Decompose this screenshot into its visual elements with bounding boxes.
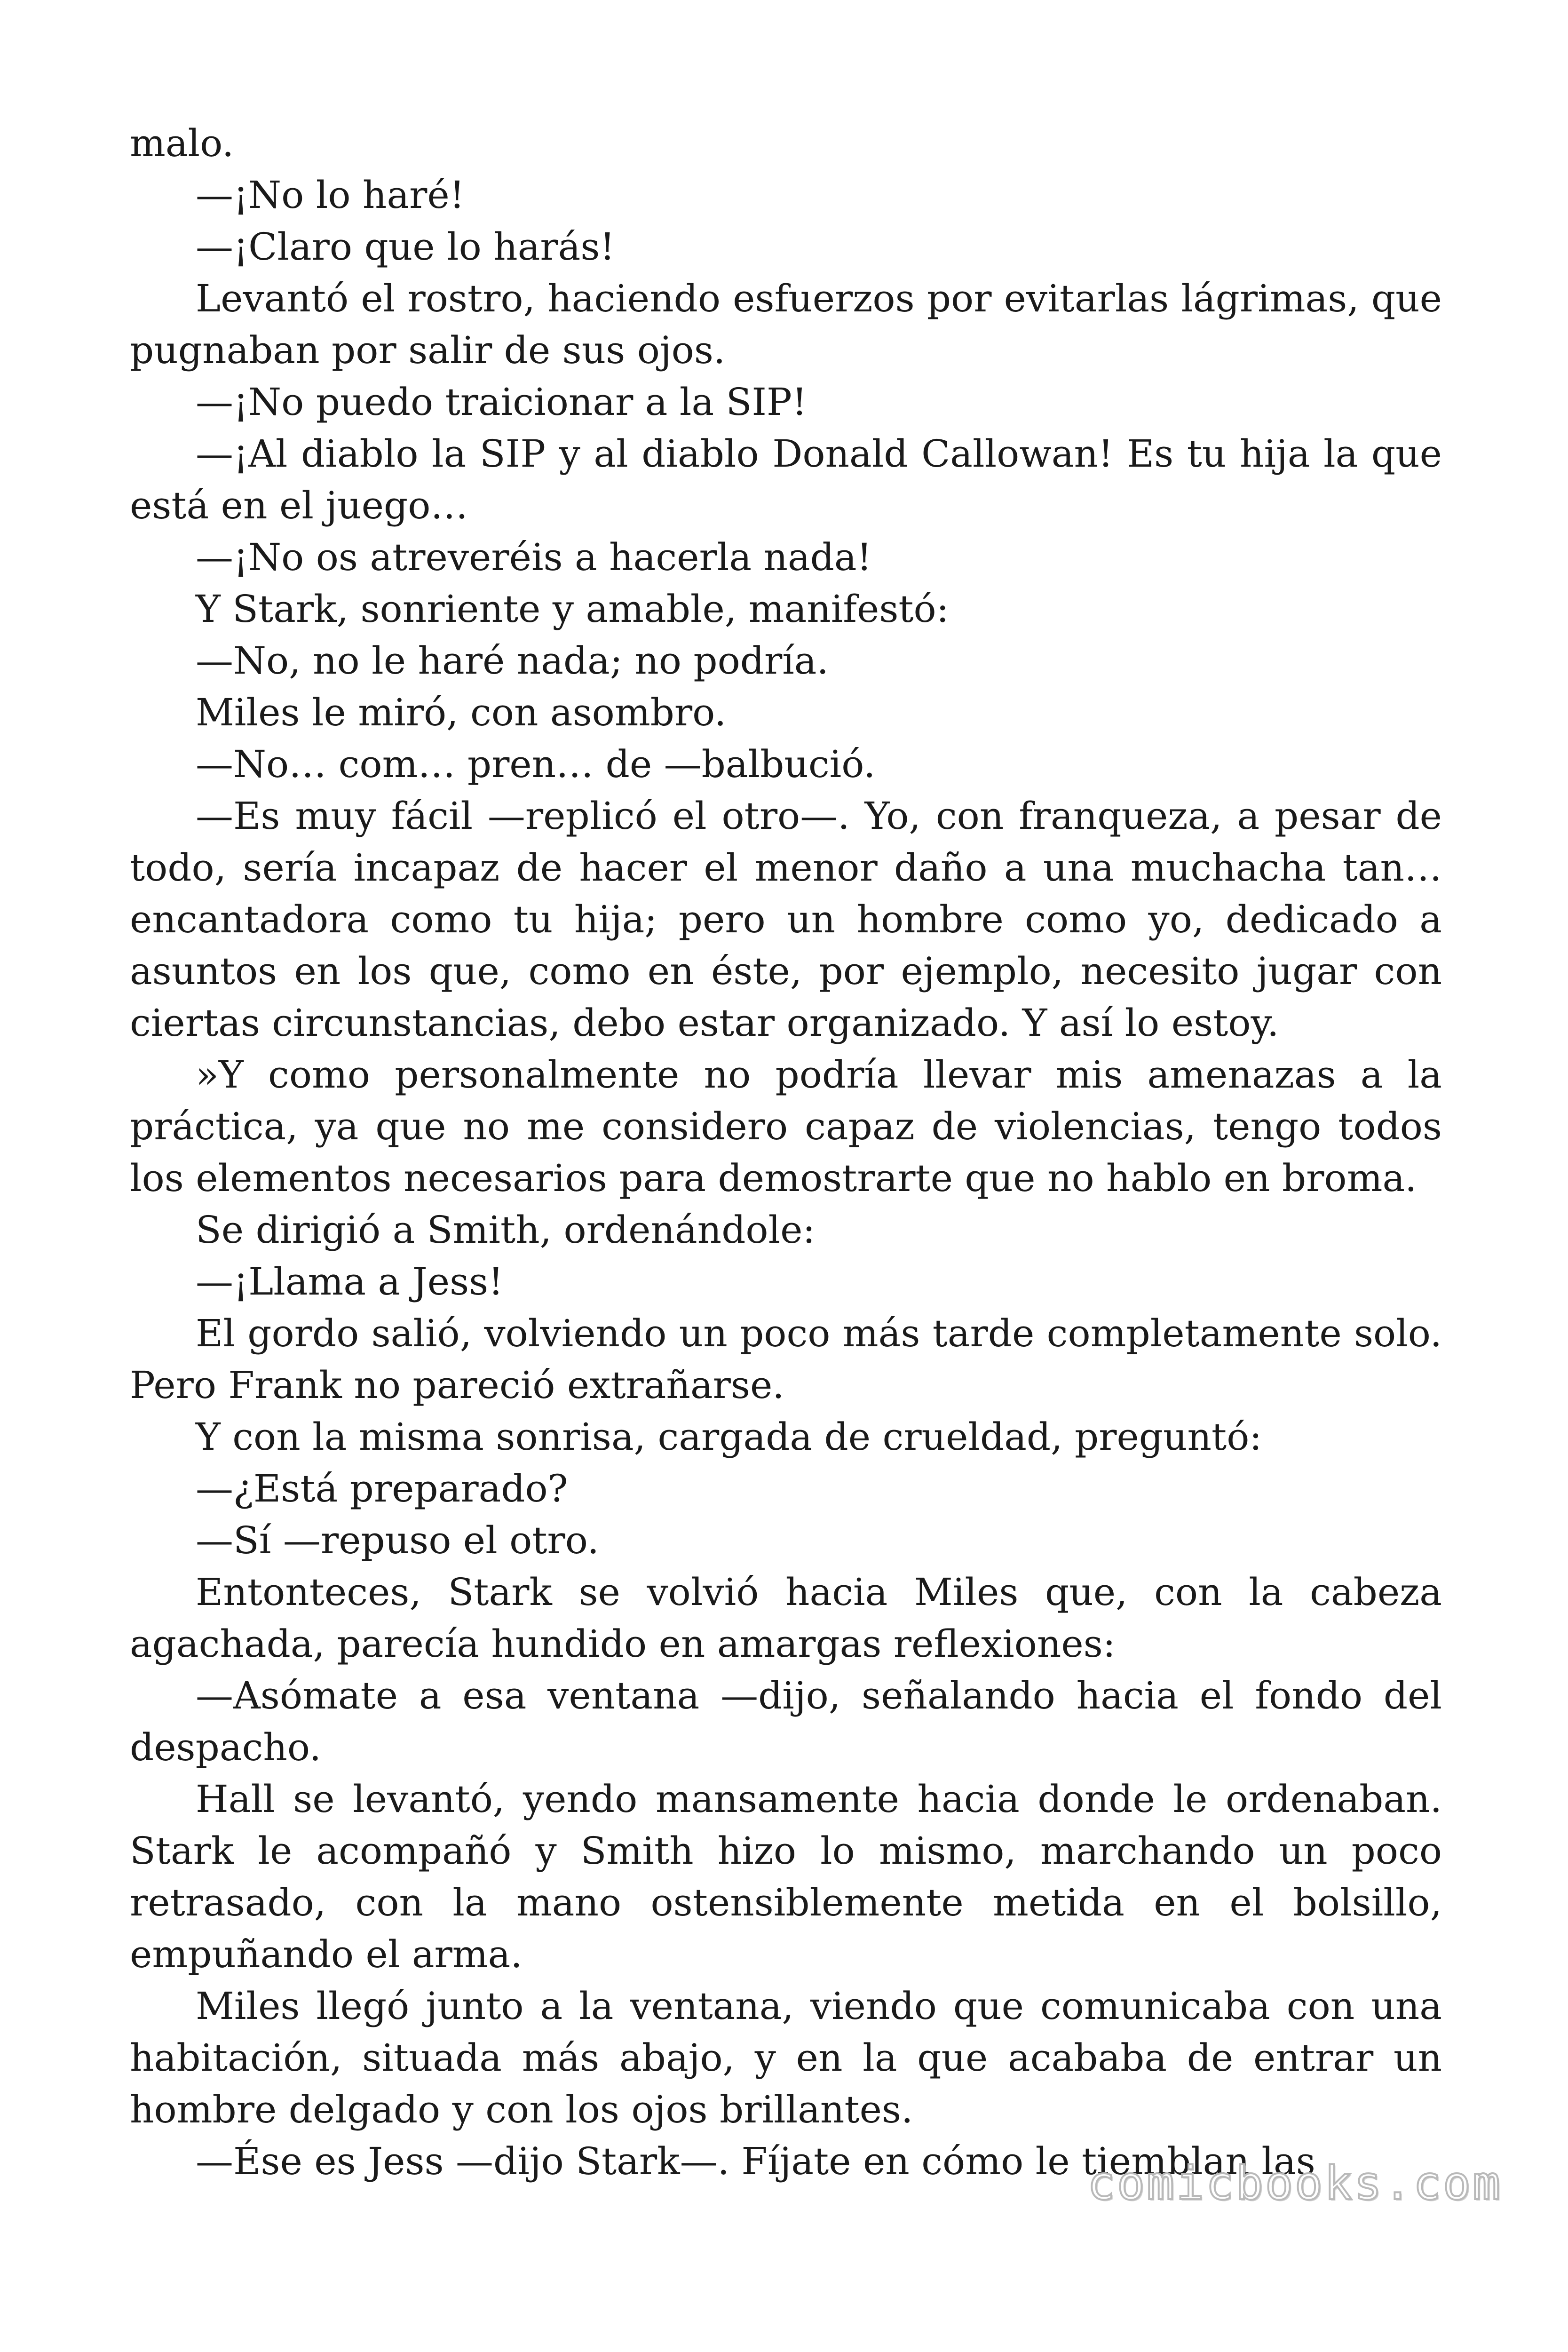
paragraph: —Sí —repuso el otro.	[196, 1518, 599, 1562]
paragraph: —Es muy fácil —replicó el otro—. Yo, con franqueza, a pesar de todo, sería incapaz de hacer el menor daño a una muchacha tan… encantadora como tu hija; pero un hombre como yo, dedicado a asuntos en los que, como en éste, por ejemplo, necesito jugar con ciertas circunstancias, debo estar organizado. Y así lo estoy.	[130, 794, 1442, 1045]
paragraph: El gordo salió, volviendo un poco más tarde completamente solo. Pero Frank no pareció extrañarse.	[130, 1311, 1442, 1407]
paragraph: »Y como personalmente no podría llevar mis amenazas a la práctica, ya que no me considero capaz de violencias, tengo todos los elementos necesarios para demostrarte que no hablo en broma.	[130, 1053, 1442, 1200]
paragraph: —¡No os atreveréis a hacerla nada!	[196, 535, 872, 579]
paragraph: —¡Llama a Jess!	[196, 1260, 504, 1303]
site-watermark: comicbooks.com	[1087, 2157, 1502, 2210]
paragraph: —¿Está preparado?	[196, 1467, 568, 1510]
paragraph: —¡No lo haré!	[196, 173, 465, 217]
paragraph: —No… com… pren… de —balbució.	[196, 742, 876, 786]
paragraph: —¡Al diablo la SIP y al diablo Donald Callowan! Es tu hija la que está en el juego…	[130, 432, 1442, 527]
paragraph: —¡Claro que lo harás!	[196, 225, 615, 269]
paragraph: Y Stark, sonriente y amable, manifestó:	[196, 587, 949, 631]
paragraph: Levantó el rostro, haciendo esfuerzos por evitarlas lágrimas, que pugnaban por salir de sus ojos.	[130, 277, 1442, 372]
paragraph: Se dirigió a Smith, ordenándole:	[196, 1208, 816, 1252]
paragraph: —No, no le haré nada; no podría.	[196, 639, 829, 683]
paragraph: Miles llegó junto a la ventana, viendo que comunicaba con una habitación, situada más abajo, y en la que acababa de entrar un hombre delgado y con los ojos brillantes.	[130, 1984, 1442, 2131]
paragraph: Y con la misma sonrisa, cargada de crueldad, preguntó:	[196, 1415, 1262, 1459]
paragraph: —Asómate a esa ventana —dijo, señalando hacia el fondo del despacho.	[130, 1674, 1442, 1769]
paragraph: —Ése es Jess —dijo Stark—. Fíjate en cómo le tiemblan las	[196, 2139, 1315, 2183]
page-body-text	[130, 118, 1442, 2187]
paragraph: Hall se levantó, yendo mansamente hacia donde le ordenaban. Stark le acompañó y Smith hizo lo mismo, marchando un poco retrasado, con la mano ostensiblemente metida en el bolsillo, empuñando el arma.	[130, 1777, 1442, 1976]
paragraph: malo.	[130, 121, 234, 165]
paragraph: Entonteces, Stark se volvió hacia Miles que, con la cabeza agachada, parecía hundido en amargas reflexiones:	[130, 1570, 1442, 1666]
paragraph: Miles le miró, con asombro.	[196, 691, 727, 734]
paragraph: —¡No puedo traicionar a la SIP!	[196, 380, 807, 424]
